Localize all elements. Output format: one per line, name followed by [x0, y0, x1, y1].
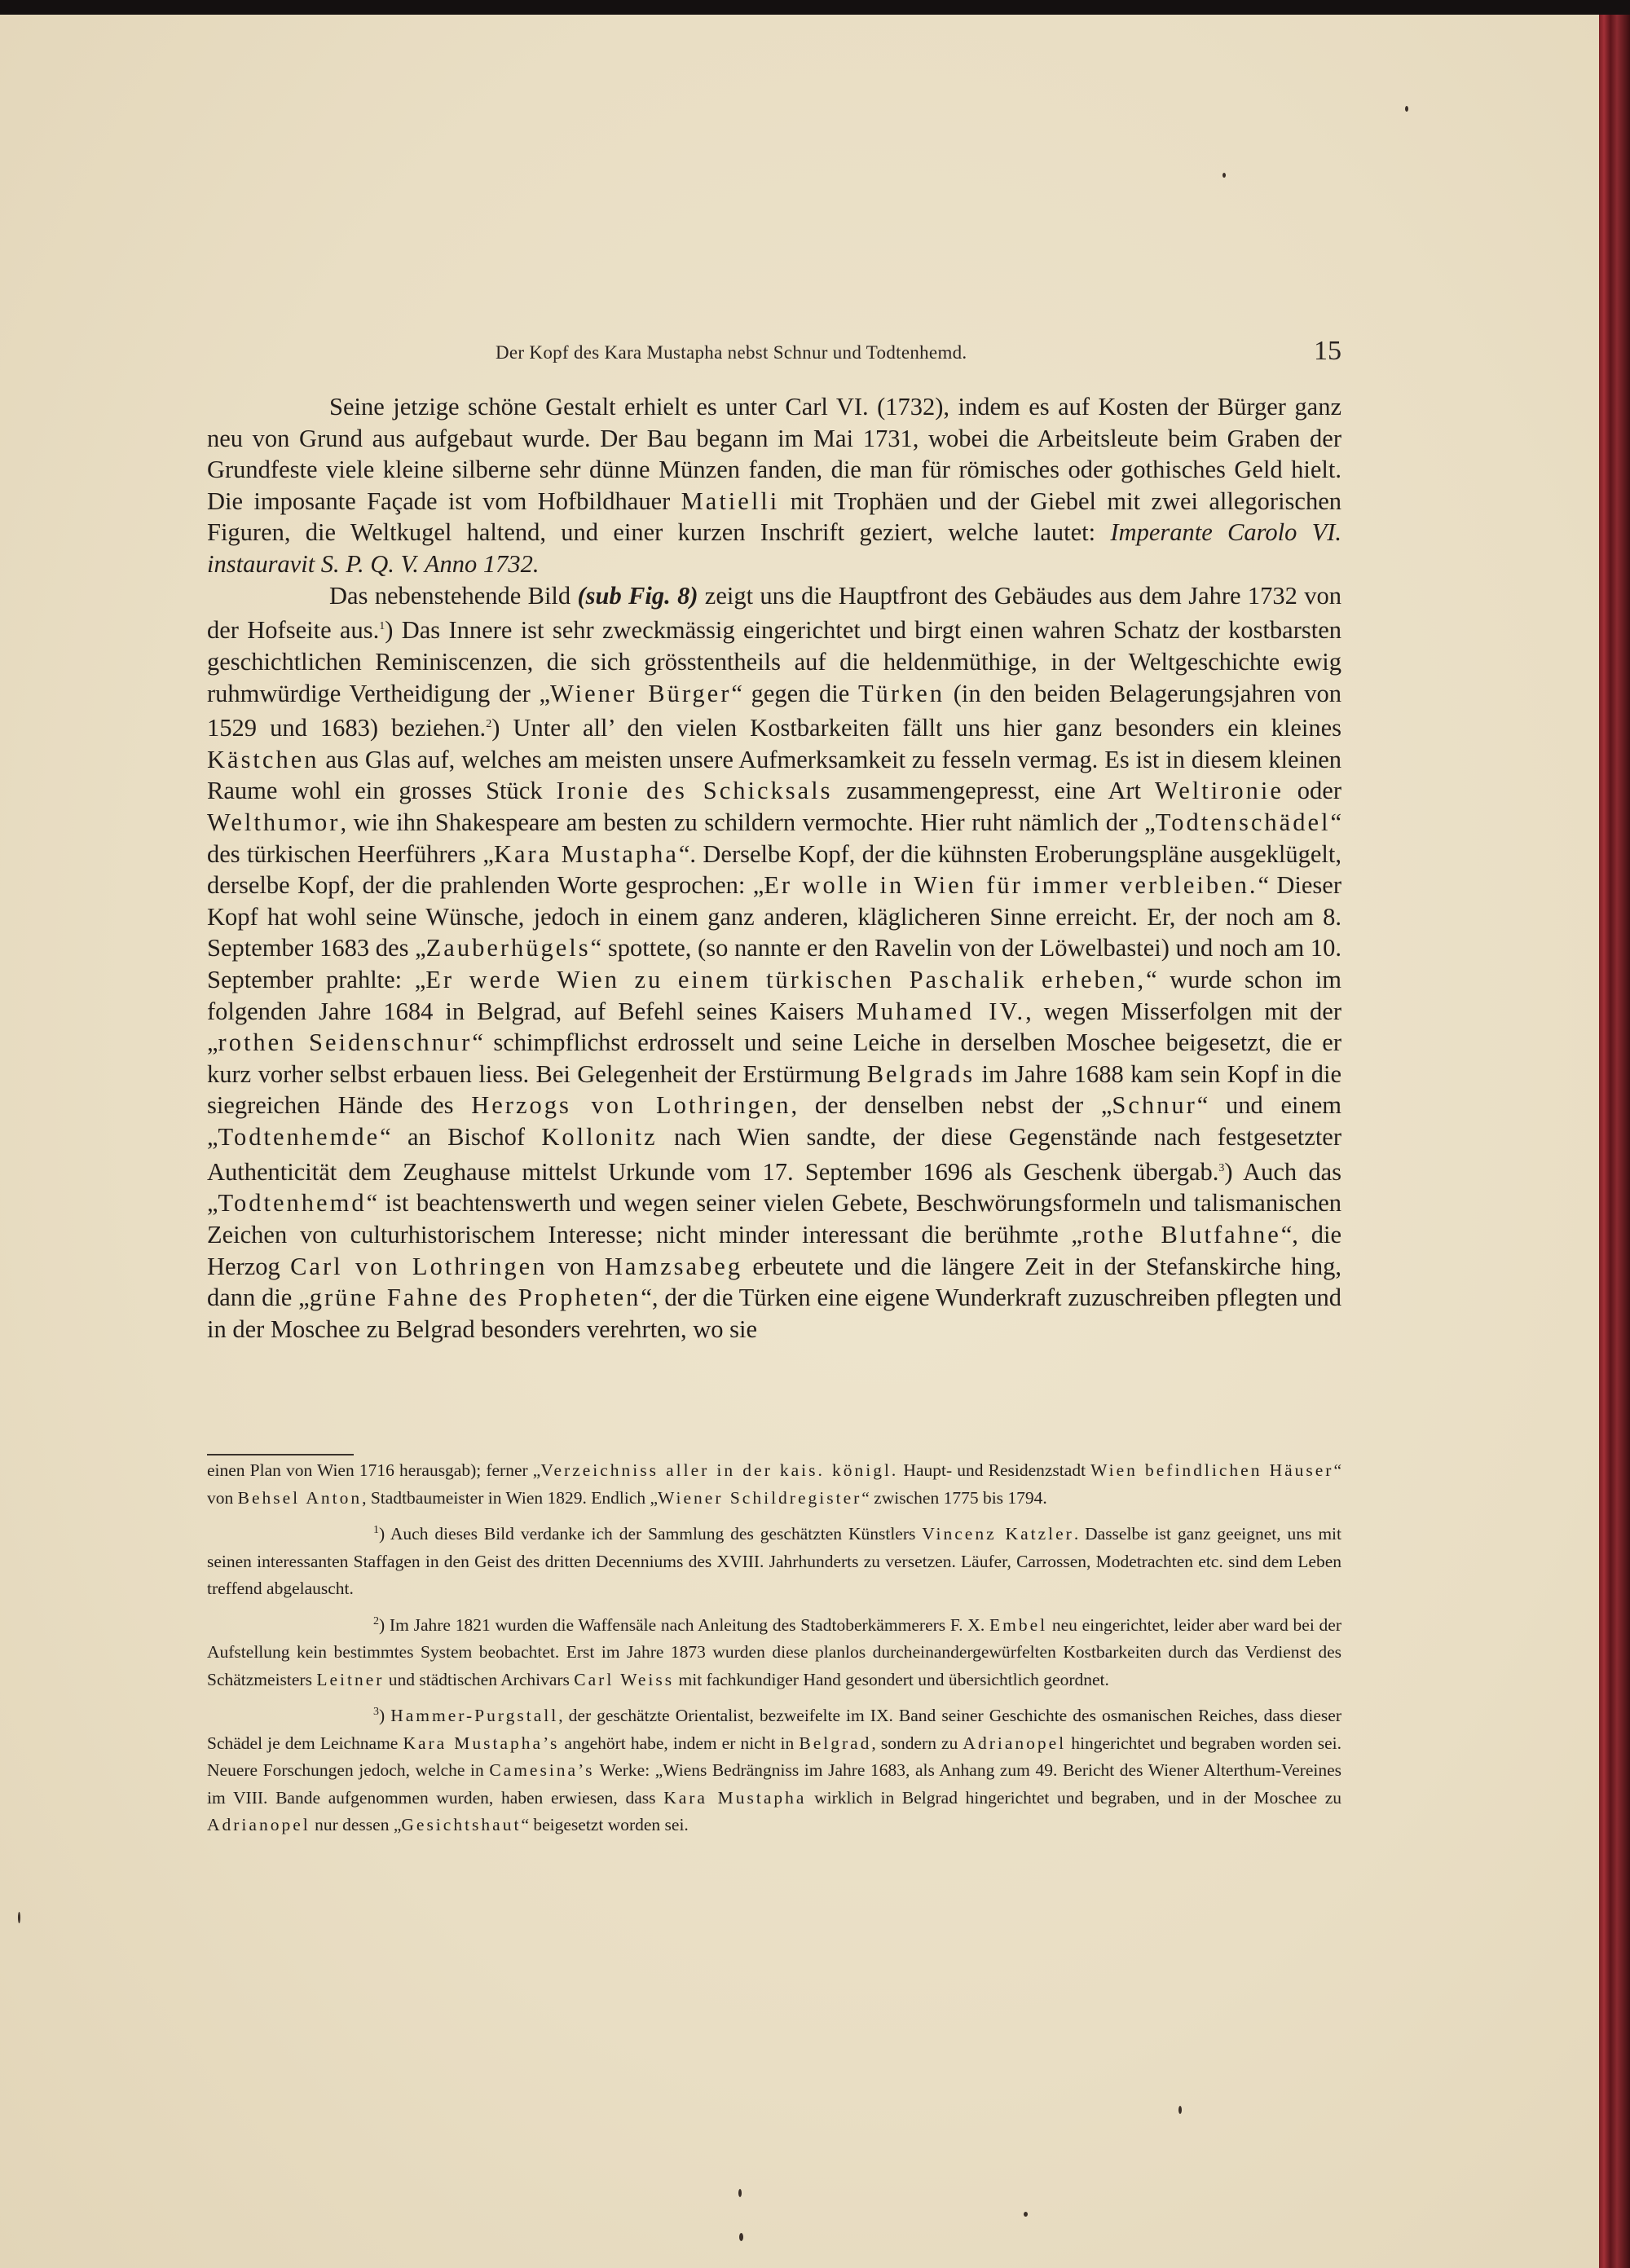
text-run: im Jahre 1688 kam sein Kopf in die siegreichen Hände des	[207, 1059, 1342, 1120]
running-head	[0, 336, 1599, 380]
footnote-2	[207, 1608, 1341, 1694]
paper-speck	[18, 1912, 20, 1923]
spaced-title: Verzeichniss aller in der kais. königl.	[540, 1460, 899, 1480]
text-run: Das nebenstehende Bild	[329, 581, 578, 610]
spaced-quote: Er werde Wien zu einem türkischen Paschalik erheben,	[425, 966, 1147, 993]
text-run: “, der die Türken eine eigene Wunderkraft zuzuschreiben pflegten und in der Moschee zu Belgrad besonders verehrten, wo sie	[207, 1284, 1341, 1343]
spaced-name: Belgrad	[799, 1733, 872, 1753]
spaced-title: Wien befindlichen Häuser	[1090, 1460, 1334, 1480]
scan-top-border	[0, 0, 1630, 15]
paper-speck	[738, 2189, 742, 2197]
text-run: “ gegen die	[731, 679, 858, 707]
page-number: 15	[1314, 336, 1341, 366]
spaced-name: Kara Mustapha	[663, 1787, 807, 1808]
text-run: nach Wien sandte, der diese Gegenstände nach festgesetzter Authenticität dem Zeughause mittelst Urkunde vom 17. September 1696 als Geschenk übergab.	[207, 1122, 1341, 1186]
latin-inscription: Imperante Carolo VI. instauravit S. P. Q. V. Anno 1732.	[207, 518, 1342, 578]
text-run: “ wurde schon im folgenden Jahre 1684 in Belgrad, auf Befehl seines Kaisers	[207, 966, 1341, 1025]
text-run: “ und einem „	[207, 1091, 1341, 1151]
text-run: ) Unter all’ den vielen Kostbarkeiten fällt uns hier ganz besonders ein kleines	[491, 714, 1342, 742]
spaced-term: Todtenhemde	[218, 1122, 381, 1151]
text-run: “ schimpflichst erdrosselt und seine Leiche in derselben Moschee beigesetzt, die er kurz vorher selbst erbauen liess. Bei Gelegenheit der Erstürmung	[207, 1028, 1341, 1088]
text-run: und städtischen Archivars	[384, 1669, 575, 1689]
spaced-term: Kästchen	[207, 745, 319, 773]
spaced-term: Gesichtshaut	[401, 1815, 522, 1835]
text-run: )	[379, 1706, 391, 1726]
text-run: Seine jetzige schöne Gestalt erhielt es unter Carl VI. (1732), indem es auf Kosten der Bürger ganz neu von Grund aus aufgebaut wurde. Der Bau begann im Mai 1731, wobei die Arbeitsleute beim Graben der Grundfeste viele kleine silberne sehr dünne Münzen fanden, die man für römisches oder gothisches Geld hielt. Die imposante Façade ist vom Hofbildhauer	[207, 393, 1341, 515]
text-run: ) Auch das „	[207, 1157, 1342, 1218]
text-run: “ ist beachtenswerth und wegen seiner vielen Gebete, Beschwörungsformeln und talismanischen Zeichen von culturhistorischem Interesse; nicht minder interessant die berühmte „	[207, 1189, 1341, 1249]
footnotes	[207, 1457, 1341, 1839]
paper-speck	[1024, 2212, 1028, 2217]
spaced-name: Kara Mustapha	[493, 839, 679, 868]
text-run: zusammengepresst, eine Art	[832, 777, 1155, 805]
text-run: neu eingerichtet, leider aber ward bei der Aufstellung kein bestimmtes System beobachtet. Erst im Jahre 1873 wurden diese planlos durcheinandergewürfelten Kostbarkeiten durch das Verdienst des Schätzmeisters	[207, 1614, 1342, 1689]
figure-reference: (sub Fig. 8)	[577, 581, 698, 610]
spaced-title: Wiener Schildregister	[658, 1487, 862, 1508]
text-run: , der denselben nebst der „	[791, 1091, 1112, 1120]
text-run: , Stadtbaumeister in Wien 1829. Endlich „	[362, 1487, 659, 1508]
spaced-name: Kara Mustapha’s	[403, 1733, 560, 1753]
spaced-term: Welthumor	[207, 808, 341, 837]
spaced-quote: Er wolle in Wien für immer verbleiben.	[764, 871, 1258, 900]
footnote-number: 2	[373, 1614, 379, 1627]
text-run: “ von	[207, 1460, 1342, 1508]
footnote-marker: 3	[1218, 1161, 1225, 1174]
paper-speck	[1222, 173, 1226, 178]
spaced-term: rothe Blutfahne	[1082, 1220, 1281, 1249]
text-run: “ an Bischof	[380, 1122, 542, 1151]
spaced-term: grüne Fahne des Propheten	[309, 1284, 641, 1312]
spaced-term: Türken	[857, 679, 945, 707]
spaced-name: Carl Weiss	[574, 1669, 675, 1689]
footnote-1	[207, 1517, 1341, 1603]
text-run: mit Trophäen und der Giebel mit zwei allegorischen Figuren, die Weltkugel haltend, und einer kurzen Inschrift geziert, welche lautet:	[207, 487, 1341, 547]
text-run: angehört habe, indem er nicht in	[559, 1733, 800, 1753]
text-run: , der geschätzte Orientalist, bezweifelte im IX. Band seiner Geschichte des osmanischen Reiches, dass dieser Schädel je dem Leichname	[207, 1706, 1341, 1753]
text-run: wirklich in Belgrad hingerichtet und begraben, und in der Moschee zu	[806, 1787, 1341, 1808]
text-run: Haupt- und Residenzstadt	[898, 1460, 1091, 1480]
footnote-3	[207, 1698, 1341, 1839]
spaced-term: Wiener Bürger	[550, 679, 732, 707]
book-edge-binding	[1599, 15, 1630, 2268]
text-run: ) Auch dieses Bild verdanke ich der Sammlung des geschätzten Künstlers	[379, 1524, 923, 1544]
footnote-number: 3	[373, 1706, 379, 1719]
text-run: “. Derselbe Kopf, der die kühnsten Eroberungspläne ausgeklügelt, derselbe Kopf, der die prahlenden Worte gesprochen: „	[207, 839, 1341, 900]
text-run: “ des türkischen Heerführers „	[207, 808, 1341, 868]
text-run: “ Dieser Kopf hat wohl seine Wünsche, jedoch in einem ganz anderen, kläglicheren Sinne erreicht. Er, der noch am 8. September 1683 des „	[207, 871, 1341, 962]
text-run: aus Glas auf, welches am meisten unsere Aufmerksamkeit zu fesseln vermag. Es ist in diesem kleinen Raume wohl ein grosses Stück	[207, 745, 1341, 805]
spaced-term: Zauberhügels	[425, 934, 591, 962]
spaced-name: Herzogs von Lothringen	[471, 1091, 791, 1120]
text-run: ) Im Jahre 1821 wurden die Waffensäle nach Anleitung des Stadtoberkämmerers F. X.	[379, 1614, 989, 1635]
text-run: , wie ihn Shakespeare am besten zu schildern vermochte. Hier ruht nämlich der „	[340, 808, 1156, 837]
paper-speck	[739, 2233, 743, 2241]
spaced-name: Vincenz Katzler	[922, 1524, 1074, 1544]
spaced-name: Adrianopel	[963, 1733, 1067, 1753]
spaced-term: Ironie des Schicksals	[556, 777, 833, 805]
text-run: “ beigesetzt worden sei.	[521, 1815, 689, 1835]
text-run: erbeutete und die längere Zeit in der Stefanskirche hing, dann die „	[207, 1252, 1341, 1312]
paragraph-2	[207, 580, 1341, 1345]
spaced-name: Camesina’s	[489, 1760, 595, 1781]
paragraph-1	[207, 391, 1341, 580]
text-run: oder	[1283, 777, 1341, 805]
footnote-marker: 1	[379, 620, 385, 633]
spaced-name: Belgrads	[866, 1059, 976, 1088]
spaced-name: Adrianopel	[207, 1815, 311, 1835]
footnote-number: 1	[373, 1524, 379, 1536]
running-title: Der Kopf des Kara Mustapha nebst Schnur und Todtenhemd.	[496, 342, 967, 363]
spaced-term: Todtenschädel	[1155, 808, 1331, 837]
text-run: zeigt uns die Hauptfront des Gebäudes aus dem Jahre 1732 von der Hofseite aus.	[207, 581, 1341, 645]
text-run: mit fachkundiger Hand gesondert und übersichtlich geordnet.	[674, 1669, 1109, 1689]
text-run: (in den beiden Belagerungsjahren von 1529 und 1683) beziehen.	[207, 679, 1341, 742]
spaced-name: Embel	[989, 1614, 1048, 1635]
text-run: “ zwischen 1775 bis 1794.	[861, 1487, 1047, 1508]
spaced-name: Carl von Lothringen	[290, 1252, 548, 1280]
footnote-marker: 2	[486, 718, 492, 731]
footnote-rule	[207, 1454, 354, 1455]
text-run: ) Das Innere ist sehr zweckmässig eingerichtet und birgt einen wahren Schatz der kostbarsten geschichtlichen Reminiscenzen, die sich grösstentheils auf die heldenmüthige, in der Weltgeschichte ewig ruhmwürdige Vertheidigung der „	[207, 616, 1341, 707]
text-run: einen Plan von Wien 1716 herausgab); ferner „	[207, 1460, 541, 1480]
text-run: hingerichtet und begraben worden sei. Neuere Forschungen jedoch, welche in	[207, 1733, 1342, 1781]
text-run: von	[547, 1252, 605, 1280]
spaced-term: Todtenhemd	[218, 1189, 367, 1218]
spaced-name: Kollonitz	[541, 1122, 658, 1151]
spaced-term: rothen Seidenschnur	[218, 1028, 473, 1057]
text-run: nur dessen „	[310, 1815, 402, 1835]
text-run: “ spottete, (so nannte er den Ravelin von der Löwelbastei) und noch am 10. September prahlte: „	[207, 934, 1341, 993]
spaced-name: Leitner	[316, 1669, 385, 1689]
spaced-name: Matielli	[681, 487, 780, 515]
book-page	[0, 15, 1599, 2268]
spaced-name: Hammer-Purgstall	[390, 1706, 559, 1726]
text-run: . Dasselbe ist ganz geeignet, uns mit seinen interessanten Staffagen in den Geist des dritten Decenniums des XVIII. Jahrhunderts zu versetzen. Läufer, Carrossen, Modetrachten etc. sind dem Leben treffend abgelauscht.	[207, 1524, 1341, 1599]
text-run: , sondern zu	[871, 1733, 963, 1753]
spaced-name: Muhamed IV.	[856, 997, 1026, 1025]
spaced-term: Weltironie	[1154, 777, 1284, 805]
spaced-name: Behsel Anton	[237, 1487, 363, 1508]
main-text	[207, 391, 1341, 1345]
spaced-name: Hamzsabeg	[604, 1252, 743, 1280]
paper-speck	[1178, 2106, 1182, 2114]
text-run: Werke: „Wiens Bedrängniss im Jahre 1683, als Anhang zum 49. Bericht des Wiener Alterthum-Vereines im VIII. Bande aufgenommen wurden, haben erwiesen, dass	[207, 1760, 1341, 1808]
paper-speck	[1405, 106, 1408, 112]
footnote-continuation	[207, 1457, 1341, 1512]
text-run: “, die Herzog	[207, 1220, 1341, 1280]
spaced-term: Schnur	[1112, 1091, 1197, 1120]
text-run: , wegen Misserfolgen mit der „	[207, 997, 1341, 1057]
